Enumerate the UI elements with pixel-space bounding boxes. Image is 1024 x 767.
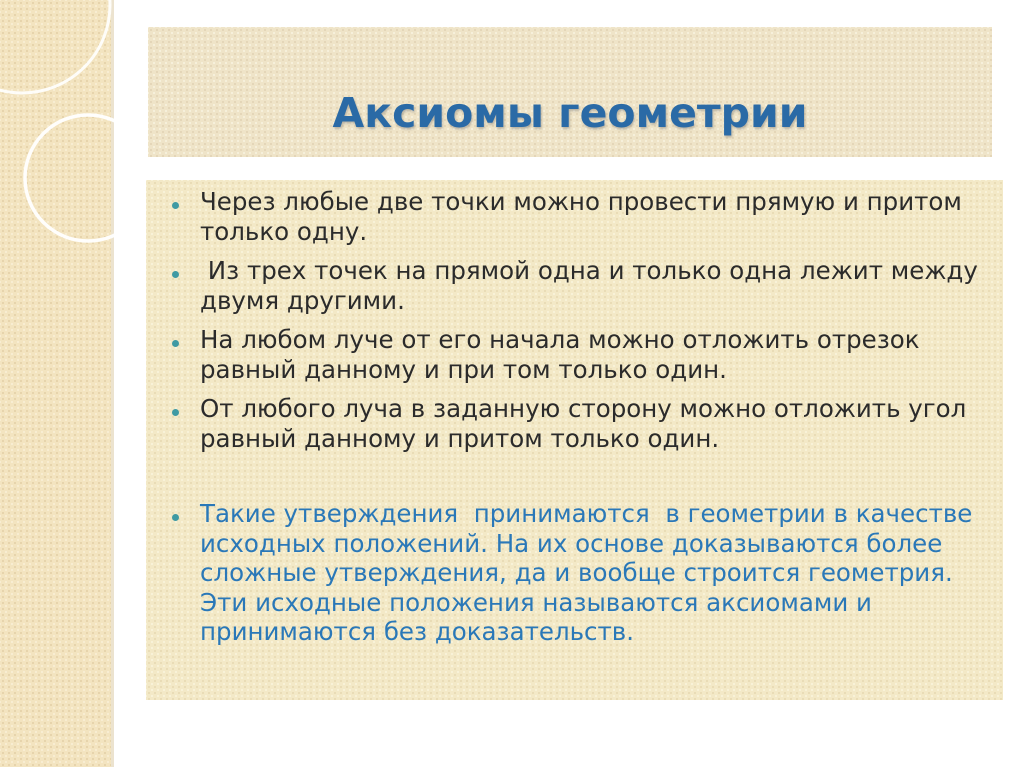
bullet-line: равный данному и притом только один. bbox=[200, 423, 720, 453]
bullet-line: двумя другими. bbox=[200, 285, 405, 315]
bullet-line: Эти исходные положения называются аксиомами и bbox=[200, 587, 872, 617]
bullet-line: сложные утверждения, да и вообще строится геометрия. bbox=[200, 558, 953, 587]
round-bullet-icon bbox=[172, 202, 179, 209]
round-bullet-icon bbox=[172, 271, 179, 278]
slide-title: Аксиомы геометрии bbox=[332, 89, 808, 137]
bullet-line: принимаются без доказательств. bbox=[200, 617, 635, 646]
bullet-line: исходных положений. На их основе доказываются более bbox=[200, 528, 943, 558]
bullet-text bbox=[200, 256, 1000, 315]
round-bullet-icon bbox=[172, 514, 179, 521]
bullet-line: Из трех точек на прямой одна и только одна лежит между bbox=[200, 256, 978, 285]
bullet-line: Такие утверждения принимаются в геометрии в качестве bbox=[200, 499, 973, 528]
bullet-text-highlight bbox=[200, 499, 1000, 647]
bullet-line: На любом луче от его начала можно отложить отрезок bbox=[200, 325, 920, 354]
bullet-text bbox=[200, 394, 1000, 453]
bullet-line: Через любые две точки можно провести прямую и притом bbox=[200, 187, 962, 216]
bullet-text bbox=[200, 187, 1000, 246]
bullet-line: От любого луча в заданную сторону можно отложить угол bbox=[200, 394, 967, 423]
bullet-line: только одну. bbox=[200, 216, 368, 246]
content-box bbox=[146, 180, 1003, 700]
round-bullet-icon bbox=[172, 409, 179, 416]
title-box bbox=[148, 27, 992, 157]
bullet-text bbox=[200, 325, 1000, 384]
ring-decoration-icon bbox=[0, 0, 140, 260]
bullet-line: равный данному и при том только один. bbox=[200, 354, 727, 384]
round-bullet-icon bbox=[172, 340, 179, 347]
